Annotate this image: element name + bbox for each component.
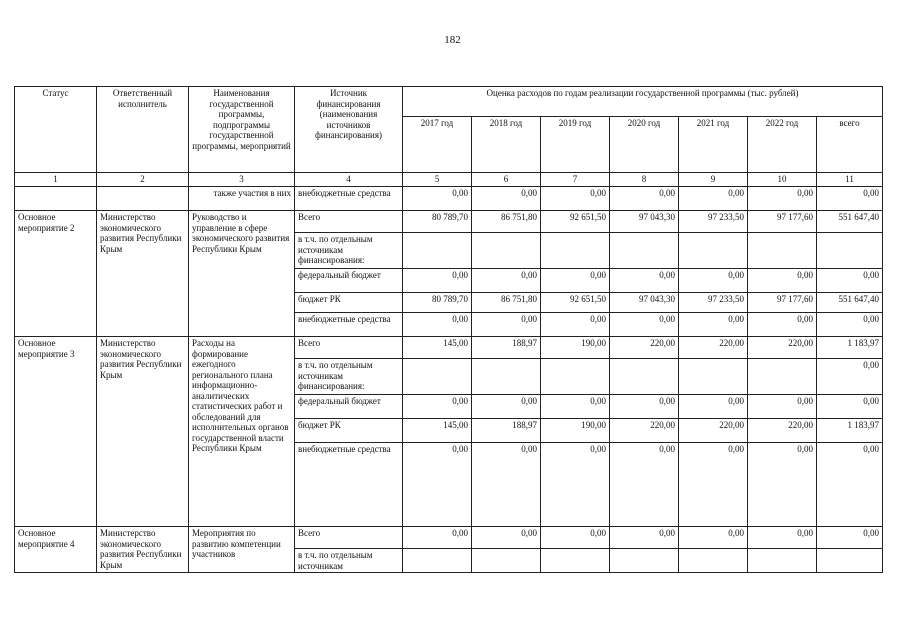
- source-cell: Всего: [295, 527, 403, 549]
- value-cell: [472, 549, 541, 573]
- program-cell: Мероприятия по развитию компетенции участников: [189, 527, 295, 573]
- value-cell: 0,00: [748, 527, 817, 549]
- value-cell: [679, 233, 748, 269]
- value-cell: 0,00: [610, 443, 679, 527]
- executor-cell: [97, 187, 189, 211]
- total-cell: 1 183,97: [817, 337, 883, 359]
- col-number: 7: [541, 173, 610, 187]
- value-cell: 97 233,50: [679, 293, 748, 313]
- value-cell: 97 177,60: [748, 293, 817, 313]
- col-number: 5: [403, 173, 472, 187]
- status-cell: Основное мероприятие 3: [15, 337, 97, 527]
- value-cell: 220,00: [610, 337, 679, 359]
- value-cell: 190,00: [541, 337, 610, 359]
- value-cell: 0,00: [541, 187, 610, 211]
- status-cell: [15, 187, 97, 211]
- value-cell: 0,00: [403, 269, 472, 293]
- value-cell: 0,00: [679, 443, 748, 527]
- value-cell: 190,00: [541, 419, 610, 443]
- value-cell: 97 043,30: [610, 293, 679, 313]
- table-row: [15, 187, 883, 211]
- value-cell: 86 751,80: [472, 293, 541, 313]
- value-cell: [679, 359, 748, 395]
- value-cell: 0,00: [403, 443, 472, 527]
- value-cell: [541, 233, 610, 269]
- header-year: 2020 год: [610, 117, 679, 173]
- total-cell: 0,00: [817, 359, 883, 395]
- header-program: Наименования государственной программы, подпрограммы государственной программы, мероприятий: [189, 87, 295, 173]
- value-cell: [748, 549, 817, 573]
- value-cell: 188,97: [472, 419, 541, 443]
- value-cell: 80 789,70: [403, 293, 472, 313]
- col-number: 1: [15, 173, 97, 187]
- value-cell: [403, 233, 472, 269]
- col-number: 10: [748, 173, 817, 187]
- value-cell: 0,00: [403, 187, 472, 211]
- header-year: 2022 год: [748, 117, 817, 173]
- value-cell: 92 651,50: [541, 293, 610, 313]
- executor-cell: Министерство экономического развития Республики Крым: [97, 211, 189, 337]
- total-cell: 551 647,40: [817, 211, 883, 233]
- total-cell: 0,00: [817, 187, 883, 211]
- source-cell: бюджет РК: [295, 419, 403, 443]
- value-cell: 97 043,30: [610, 211, 679, 233]
- program-cell: также участия в них: [189, 187, 295, 211]
- value-cell: 220,00: [748, 337, 817, 359]
- value-cell: 0,00: [541, 395, 610, 419]
- value-cell: 0,00: [679, 395, 748, 419]
- value-cell: 92 651,50: [541, 211, 610, 233]
- source-cell: в т.ч. по отдельным источникам финансирования:: [295, 359, 403, 395]
- value-cell: 0,00: [610, 269, 679, 293]
- value-cell: 188,97: [472, 337, 541, 359]
- total-cell: 1 183,97: [817, 419, 883, 443]
- header-executor: Ответственный исполнитель: [97, 87, 189, 173]
- budget-table: [14, 86, 883, 573]
- value-cell: [748, 233, 817, 269]
- value-cell: 220,00: [610, 419, 679, 443]
- value-cell: 80 789,70: [403, 211, 472, 233]
- value-cell: [748, 359, 817, 395]
- value-cell: 220,00: [748, 419, 817, 443]
- value-cell: 97 233,50: [679, 211, 748, 233]
- value-cell: 0,00: [748, 313, 817, 337]
- source-cell: внебюджетные средства: [295, 313, 403, 337]
- total-cell: 0,00: [817, 443, 883, 527]
- col-number: 11: [817, 173, 883, 187]
- executor-cell: Министерство экономического развития Республики Крым: [97, 527, 189, 573]
- header-status: Статус: [15, 87, 97, 173]
- table-row: [15, 337, 883, 359]
- value-cell: 0,00: [472, 187, 541, 211]
- executor-cell: Министерство экономического развития Республики Крым: [97, 337, 189, 527]
- table-row: [15, 211, 883, 233]
- value-cell: 0,00: [472, 395, 541, 419]
- value-cell: 220,00: [679, 419, 748, 443]
- header-year: 2021 год: [679, 117, 748, 173]
- value-cell: 0,00: [472, 313, 541, 337]
- page-number: 182: [444, 34, 461, 46]
- value-cell: 0,00: [748, 187, 817, 211]
- total-cell: 0,00: [817, 395, 883, 419]
- status-cell: Основное мероприятие 2: [15, 211, 97, 337]
- total-cell: 0,00: [817, 269, 883, 293]
- value-cell: 145,00: [403, 337, 472, 359]
- value-cell: [403, 359, 472, 395]
- value-cell: 86 751,80: [472, 211, 541, 233]
- value-cell: 0,00: [679, 269, 748, 293]
- program-cell: Расходы на формирование ежегодного регионального плана информационно-аналитических статистических работ и обследований для исполнительных органов государственной власти Республики Крым: [189, 337, 295, 527]
- value-cell: [472, 359, 541, 395]
- source-cell: Всего: [295, 211, 403, 233]
- value-cell: [610, 549, 679, 573]
- value-cell: 0,00: [610, 313, 679, 337]
- header-total: всего: [817, 117, 883, 173]
- header-source: Источник финансирования (наименования источников финансирования): [295, 87, 403, 173]
- source-cell: Всего: [295, 337, 403, 359]
- source-cell: в т.ч. по отдельным источникам финансирования:: [295, 233, 403, 269]
- value-cell: [610, 359, 679, 395]
- value-cell: 0,00: [403, 313, 472, 337]
- value-cell: 0,00: [610, 527, 679, 549]
- value-cell: 0,00: [748, 269, 817, 293]
- table-row: [15, 527, 883, 549]
- source-cell: внебюджетные средства: [295, 443, 403, 527]
- value-cell: [541, 359, 610, 395]
- total-cell: 551 647,40: [817, 293, 883, 313]
- source-cell: федеральный бюджет: [295, 269, 403, 293]
- value-cell: [679, 549, 748, 573]
- source-cell: в т.ч. по отдельным источникам: [295, 549, 403, 573]
- value-cell: 0,00: [610, 187, 679, 211]
- col-number: 4: [295, 173, 403, 187]
- value-cell: 0,00: [472, 443, 541, 527]
- total-cell: 0,00: [817, 313, 883, 337]
- col-number: 9: [679, 173, 748, 187]
- header-year: 2019 год: [541, 117, 610, 173]
- col-number: 2: [97, 173, 189, 187]
- value-cell: 0,00: [403, 527, 472, 549]
- value-cell: 0,00: [748, 443, 817, 527]
- value-cell: [541, 549, 610, 573]
- total-cell: [817, 549, 883, 573]
- value-cell: 0,00: [541, 269, 610, 293]
- source-cell: внебюджетные средства: [295, 187, 403, 211]
- header-year: 2018 год: [472, 117, 541, 173]
- value-cell: 0,00: [541, 443, 610, 527]
- value-cell: [610, 233, 679, 269]
- value-cell: 145,00: [403, 419, 472, 443]
- value-cell: 97 177,60: [748, 211, 817, 233]
- value-cell: 0,00: [748, 395, 817, 419]
- col-number: 3: [189, 173, 295, 187]
- value-cell: 0,00: [541, 313, 610, 337]
- value-cell: 0,00: [472, 269, 541, 293]
- value-cell: 0,00: [403, 395, 472, 419]
- col-number: 6: [472, 173, 541, 187]
- program-cell: Руководство и управление в сфере экономического развития Республики Крым: [189, 211, 295, 337]
- value-cell: 220,00: [679, 337, 748, 359]
- value-cell: 0,00: [472, 527, 541, 549]
- value-cell: 0,00: [679, 187, 748, 211]
- value-cell: 0,00: [610, 395, 679, 419]
- value-cell: 0,00: [679, 313, 748, 337]
- header-year: 2017 год: [403, 117, 472, 173]
- value-cell: 0,00: [541, 527, 610, 549]
- value-cell: [403, 549, 472, 573]
- header-estimate: Оценка расходов по годам реализации государственной программы (тыс. рублей): [403, 87, 883, 117]
- col-number: 8: [610, 173, 679, 187]
- status-cell: Основное мероприятие 4: [15, 527, 97, 573]
- value-cell: [472, 233, 541, 269]
- source-cell: бюджет РК: [295, 293, 403, 313]
- total-cell: [817, 233, 883, 269]
- source-cell: федеральный бюджет: [295, 395, 403, 419]
- total-cell: 0,00: [817, 527, 883, 549]
- value-cell: 0,00: [679, 527, 748, 549]
